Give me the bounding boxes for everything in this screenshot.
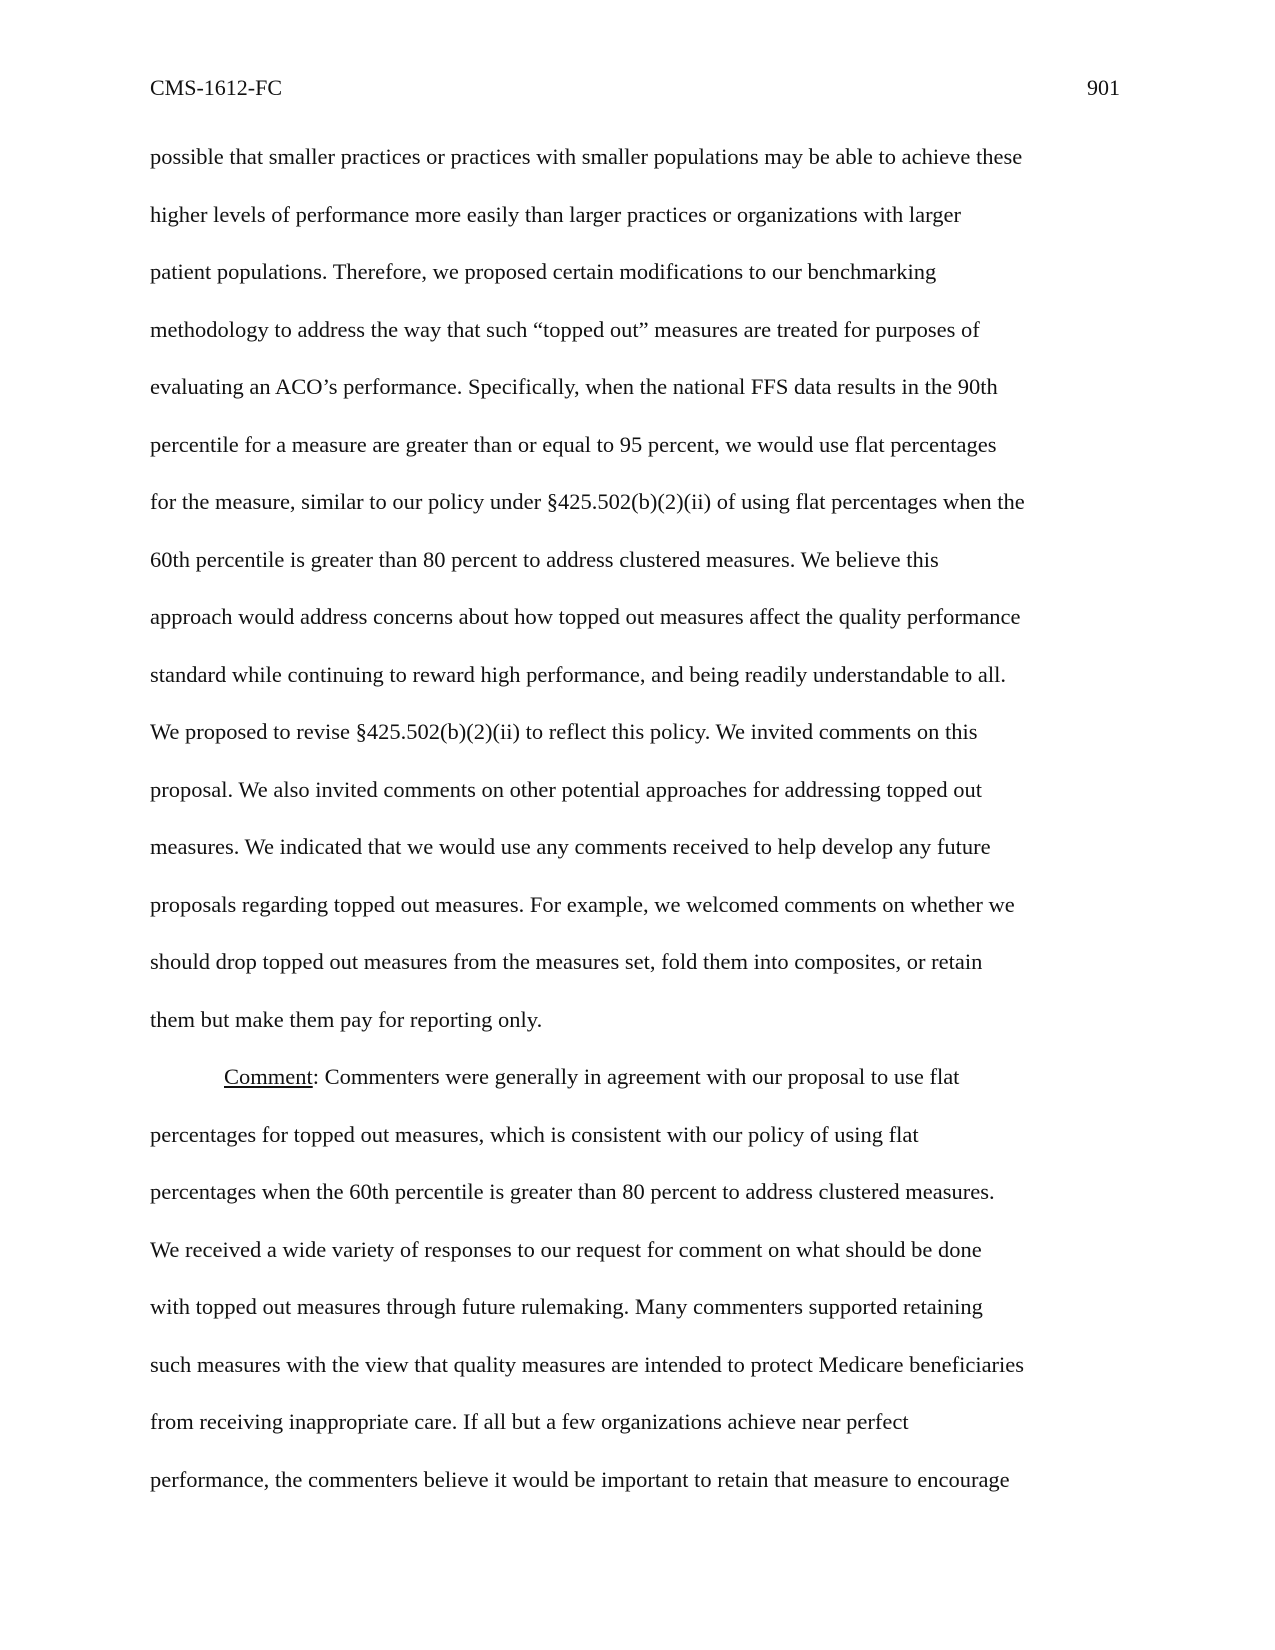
page-header [150, 72, 1120, 104]
text-line: approach would address concerns about how topped out measures affect the quality performance [150, 604, 1021, 629]
text-line-first [150, 1061, 1140, 1119]
text-line: proposal. We also invited comments on other potential approaches for addressing topped out [150, 776, 982, 802]
page-number: 901 [1087, 75, 1120, 100]
text-line: patient populations. Therefore, we proposed certain modifications to our benchmarking [150, 259, 937, 284]
text-line: percentages when the 60th percentile is greater than 80 percent to address clustered measures. [150, 1179, 995, 1204]
text-line: from receiving inappropriate care. If all but a few organizations achieve near perfect [150, 1409, 909, 1434]
text-line: evaluating an ACO’s performance. Specifically, when the national FFS data results in the 90th [150, 374, 998, 399]
text-line: We proposed to revise §425.502(b)(2)(ii) to reflect this policy. We invited comments on this [150, 719, 978, 744]
paragraph-2 [150, 1061, 1140, 1521]
text-line: possible that smaller practices or practices with smaller populations may be able to achieve these [150, 144, 1023, 169]
paragraph-1 [150, 141, 1140, 1061]
text-line: We received a wide variety of responses to our request for comment on what should be done [150, 1236, 982, 1262]
text-line: 60th percentile is greater than 80 percent to address clustered measures. We believe this [150, 546, 939, 572]
text-line: methodology to address the way that such “topped out” measures are treated for purposes of [150, 316, 980, 342]
text-line: percentile for a measure are greater than or equal to 95 percent, we would use flat percentages [150, 431, 997, 457]
text-line: measures. We indicated that we would use any comments received to help develop any future [150, 834, 991, 859]
text-line: percentages for topped out measures, which is consistent with our policy of using flat [150, 1121, 919, 1147]
text-line: them but make them pay for reporting only. [150, 1006, 543, 1032]
text-line: performance, the commenters believe it would be important to retain that measure to encourage [150, 1466, 1010, 1492]
document-id: CMS-1612-FC [150, 75, 283, 100]
comment-text: : Commenters were generally in agreement with our proposal to use flat [312, 1064, 960, 1089]
comment-label: Comment [224, 1064, 313, 1089]
body-text [150, 141, 1140, 1521]
text-line: standard while continuing to reward high performance, and being readily understandable to all. [150, 661, 1006, 687]
text-line: higher levels of performance more easily than larger practices or organizations with larger [150, 201, 961, 227]
text-line: proposals regarding topped out measures. For example, we welcomed comments on whether we [150, 891, 1015, 917]
text-line: for the measure, similar to our policy under §425.502(b)(2)(ii) of using flat percentages when the [150, 489, 1025, 514]
text-line: with topped out measures through future rulemaking. Many commenters supported retaining [150, 1294, 983, 1319]
text-line: such measures with the view that quality measures are intended to protect Medicare beneficiaries [150, 1351, 1025, 1377]
text-line: should drop topped out measures from the measures set, fold them into composites, or retain [150, 949, 983, 974]
